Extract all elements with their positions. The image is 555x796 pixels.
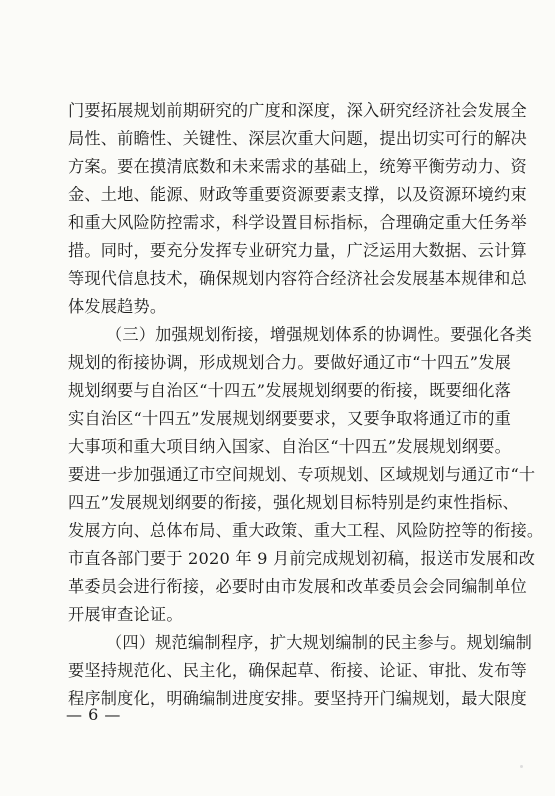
text-line-11: 规划纲要与自治区“十四五”发展规划纲要的衔接，既要细化落	[68, 381, 512, 400]
text-line-7: 等现代信息技术，确保规划内容符合经济社会发展基本规律和总	[68, 269, 527, 288]
text-line-4: 金、土地、能源、财政等重要资源要素支撑，以及资源环境约束	[68, 185, 527, 204]
text-line-6: 措。同时，要充分发挥专业研究力量，广泛运用大数据、云计算	[68, 241, 527, 260]
text-line-2: 局性、前瞻性、关键性、深层次重大问题，提出切实可行的解决	[68, 129, 527, 148]
text-line-13: 大事项和重大项目纳入国家、自治区“十四五”发展规划纲要。	[68, 437, 512, 456]
text-line-3: 方案。要在摸清底数和未来需求的基础上，统筹平衡劳动力、资	[68, 157, 527, 176]
text-line-5: 和重大风险防控需求，科学设置目标指标，合理确定重大任务举	[68, 213, 527, 232]
text-line-19: 开展审查论证。	[68, 605, 183, 624]
page-number: — 6 —	[66, 705, 121, 724]
text-line-21: 要坚持规范化、民主化，确保起草、衔接、论证、审批、发布等	[68, 661, 527, 680]
text-line-18: 革委员会进行衔接，必要时由市发展和改革委员会会同编制单位	[68, 577, 527, 596]
text-line-22: 程序制度化，明确编制进度安排。要坚持开门编规划，最大限度	[68, 689, 527, 708]
text-line-8: 体发展趋势。	[68, 297, 167, 316]
text-line-15: 四五”发展规划纲要的衔接，强化规划目标特别是约束性指标、	[68, 493, 519, 512]
text-line-12: 实自治区“十四五”发展规划纲要要求，又要争取将通辽市的重	[68, 409, 512, 428]
text-line-17: 市直各部门要于 2020 年 9 月前完成规划初稿，报送市发展和改	[68, 549, 536, 568]
text-line-1: 门要拓展规划前期研究的广度和深度，深入研究经济社会发展全	[68, 101, 527, 120]
text-line-16: 发展方向、总体布局、重大政策、重大工程、风险防控等的衔接。	[68, 521, 544, 540]
text-line-10: 规划的衔接协调，形成规划合力。要做好通辽市“十四五”发展	[68, 353, 512, 372]
section-4-heading-line: （四）规范编制程序，扩大规划编制的民主参与。规划编制	[106, 633, 533, 652]
text-line-14: 要进一步加强通辽市空间规划、专项规划、区域规划与通辽市“十	[68, 465, 536, 484]
paper-speck	[520, 765, 523, 768]
section-3-heading-line: （三）加强规划衔接，增强规划体系的协调性。要强化各类	[106, 325, 533, 344]
